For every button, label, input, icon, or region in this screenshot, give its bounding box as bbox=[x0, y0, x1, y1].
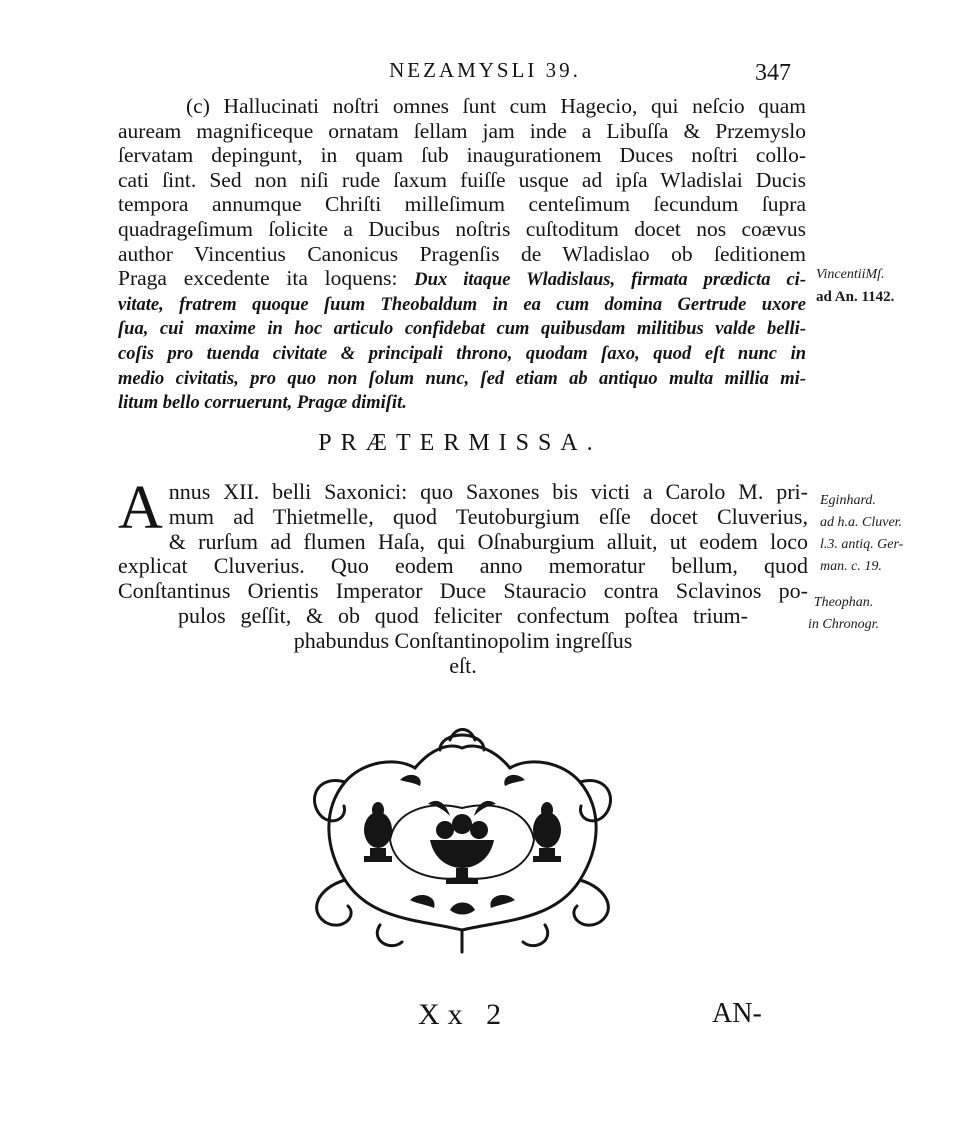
quote-line: vitate, fratrem quoque ſuum Theobaldum in ea cum domina Gertrude uxore bbox=[118, 294, 806, 315]
footnote-line: quadrageſimum ſolicite a Ducibus noſtris cuſtoditum docet nos coævus bbox=[118, 216, 806, 241]
drop-cap: A bbox=[118, 474, 163, 542]
margin-note-line: l.3. antiq. Ger- bbox=[820, 537, 904, 552]
margin-note-line: in Chronogr. bbox=[808, 617, 880, 632]
signature-mark: Xx 2 bbox=[418, 998, 510, 1031]
paragraph-line: pulos geſſit, & ob quod feliciter confectum poſtea trium- bbox=[178, 602, 748, 628]
footnote-c bbox=[118, 94, 806, 416]
page-number: 347 bbox=[755, 60, 791, 86]
margin-note-vincentius bbox=[816, 264, 894, 308]
quote-line: Dux itaque Wladislaus, firmata prædicta ci- bbox=[414, 270, 806, 291]
paragraph-line: nnus XII. belli Saxonici: quo Saxones bis victi a Carolo M. pri- bbox=[168, 479, 808, 504]
paragraph-line: explicat Cluverius. Quo eodem anno memoratur bellum, quod bbox=[118, 553, 808, 579]
margin-note-eginhard bbox=[820, 490, 903, 578]
footnote-line: author Vincentius Canonicus Pragenſis de Wladislao ob ſeditionem bbox=[118, 241, 806, 266]
section-heading: PRÆTERMISSA. bbox=[318, 430, 602, 456]
footnote-mixed-line bbox=[118, 266, 806, 293]
quote-line: litum bello corruerunt, Pragæ dimiſit. bbox=[118, 393, 407, 414]
footnote-line-roman: Praga excedente ita loquens: bbox=[118, 266, 398, 291]
footnote-line: (c) Hallucinati noſtri omnes ſunt cum Hagecio, qui neſcio quam bbox=[186, 94, 806, 118]
paragraph-line: eſt. bbox=[449, 652, 477, 678]
catchword: AN- bbox=[712, 998, 762, 1029]
paragraph-line: phabundus Conſtantinopolim ingreſſus bbox=[293, 627, 633, 653]
margin-note-line: ad h.a. Cluver. bbox=[820, 515, 903, 530]
paragraph-line: mum ad Thietmelle, quod Teutoburgium eſſe docet Cluverius, bbox=[168, 503, 808, 529]
baroque-ornament-vignette bbox=[300, 720, 625, 955]
paragraph-line: & rurſum ad flumen Haſa, qui Oſnaburgium alluit, ut eodem loco bbox=[168, 528, 808, 554]
paragraph-line: Conſtantinus Orientis Imperator Duce Stauracio contra Sclavinos po- bbox=[118, 578, 808, 604]
margin-note-line: VincentiiMſ. bbox=[816, 267, 885, 282]
quote-line: medio civitatis, pro quo non ſolum nunc, ſed etiam ab antiquo multa millia mi- bbox=[118, 368, 806, 389]
quote-line: ſua, cui maxime in hoc articulo confidebat cum quibusdam militibus valde belli- bbox=[118, 319, 806, 340]
quote-line: coſis pro tuenda civitate & principali throno, quodam ſaxo, quod eſt nunc in bbox=[118, 343, 806, 364]
footnote-line: tempora annumque Chriſti milleſimum centeſimum ſecundum ſupra bbox=[118, 192, 806, 217]
footnote-line: cati ſint. Sed non niſi rude ſaxum fuiſſe usque ad ipſa Wladislai Ducis bbox=[118, 167, 806, 192]
margin-note-line: Theophan. bbox=[813, 595, 874, 610]
footnote-line: auream magnificeque ornatam ſellam jam inde a Libuſſa & Przemyslo bbox=[118, 118, 806, 143]
margin-note-line: man. c. 19. bbox=[820, 559, 882, 574]
margin-note-line: ad An. 1142. bbox=[816, 289, 895, 305]
running-title: NEZAMYSLI 39. bbox=[389, 58, 581, 82]
margin-note-line: Eginhard. bbox=[820, 493, 876, 508]
margin-note-theophan bbox=[808, 592, 879, 636]
footnote-line: ſervatam depingunt, in quam ſub inaugurationem Duces noſtri collo- bbox=[118, 143, 806, 168]
praetermissa-paragraph bbox=[118, 474, 808, 678]
